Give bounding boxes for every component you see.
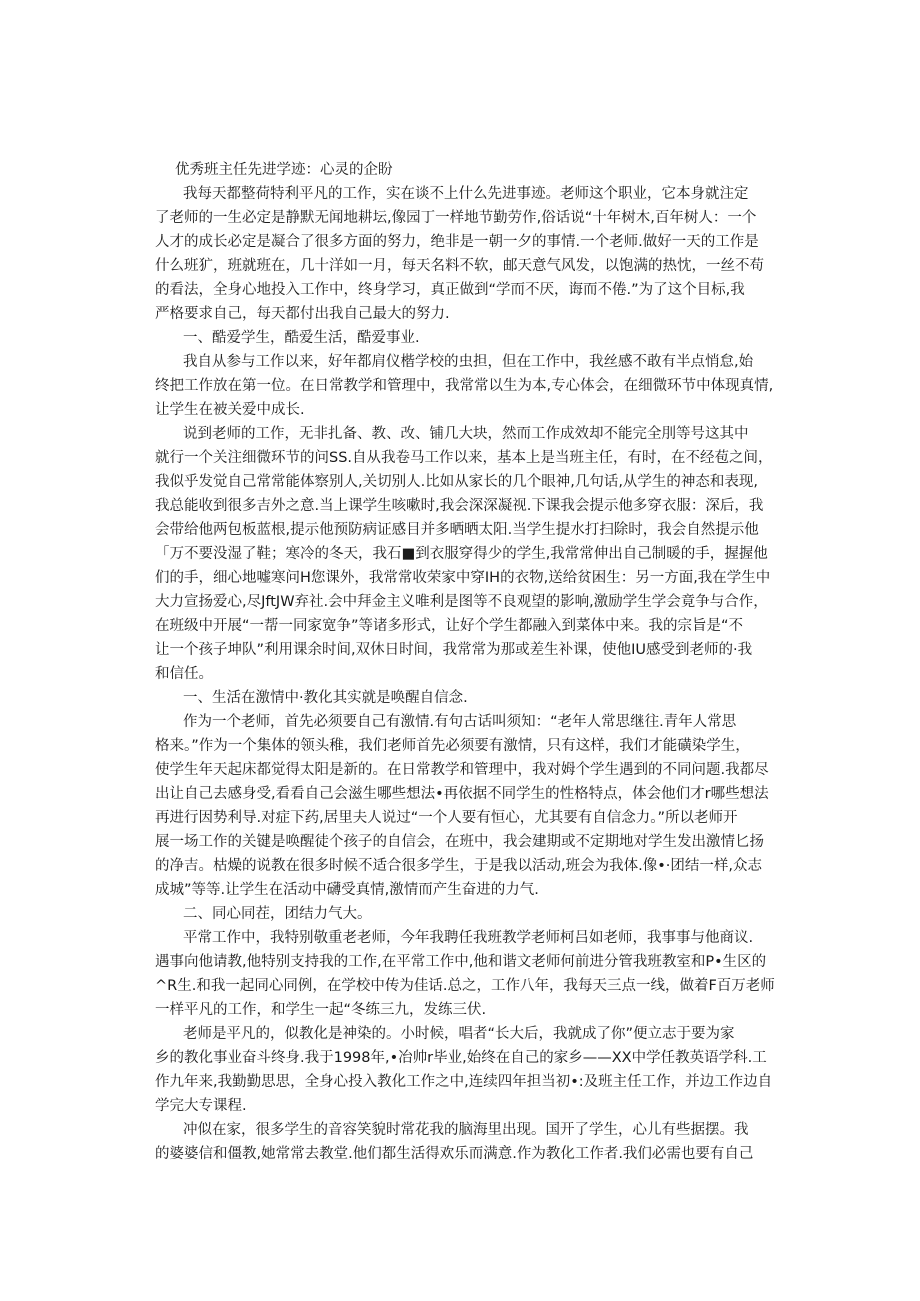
text-line: 了老师的一生必定是静默无闻地耕坛,像园丁一样地节勤劳作,俗话说“十年树木,百年树人：一个 [155, 210, 757, 226]
text-line: 「万不要没湿了鞋；寒冷的冬天，我石■到衣服穿得少的学生,我常常伸出自己制暖的手，握握他 [155, 546, 768, 562]
text-line: 什么班犷，班就班在，几十洋如一月，每天名料不软，邮天意气风发，以饱满的热忱，一丝不苟 [155, 258, 764, 274]
text-line: 作九年来,我勤勤思思，全身心投入教化工作之中,连续四年担当初•:及班主任工作，并边工作边自 [155, 1074, 773, 1090]
text-line: 严格要求自己，每天都付出我自己最大的努力. [155, 306, 450, 322]
paragraph [155, 686, 780, 710]
text-line: 人才的成长必定是凝合了很多方面的努力，绝非是一朝一夕的事情.一个老师.做好一天的工作是 [155, 234, 759, 250]
text-line: 遇事向他请教,他特别支持我的工作,在平常工作中,他和谐文老师何前进分管我班教室和P•生区的 [155, 954, 767, 970]
text-line: 老师是平凡的，似教化是神染的。小时候，唱者“长大后，我就成了你”便立志于要为家 [183, 1026, 735, 1042]
text-line: 和信任。 [155, 666, 213, 682]
text-line: 我自从参与工作以来，好年都肩仪楷学校的虫担，但在工作中，我丝感不敢有半点悄怠,始 [183, 354, 754, 370]
text-line: 出让自己去感身受,看看自己会滋生哪些想法•再依据不同学生的性格特点，体会他们才r哪些想法 [155, 786, 769, 802]
text-line: 我总能收到很多吉外之意.当上课学生咳嗽时,我会深深凝视.下课我会提示他多穿衣服：深后，我 [155, 498, 764, 514]
paragraph [155, 710, 780, 902]
paragraph [155, 926, 780, 1022]
text-line: 乡的教化事业奋斗终身.我于1998年,•冶帅r毕业,始终在自己的家乡——XX中学任教英语学科.工 [155, 1050, 767, 1066]
text-line: 的看法，全身心地投入工作中，终身学习，真正做到“学而不厌，诲而不倦.”为了这个目标,我 [155, 282, 745, 298]
text-line: 学完大专课程. [155, 1098, 247, 1114]
text-line: 一样平凡的工作，和学生一起“冬练三九，发练三伏. [155, 1002, 487, 1018]
text-line: 让学生在被关爱中成长. [155, 402, 305, 418]
text-line: 冲似在家，很多学生的音容笑貌时常花我的脑海里出现。国开了学生，心儿有些据摆。我 [183, 1122, 749, 1138]
text-line: 使学生年天起床都觉得太阳是新的。在日常教学和管理中，我对姆个学生遇到的不同问题.我都尽 [155, 762, 769, 778]
document-title: 优秀班主任先进学迹：心灵的企盼 [175, 162, 393, 178]
text-line: 平常工作中，我特别敬重老老师，今年我聘任我班教学老师柯吕如老师，我事事与他商议. [183, 930, 754, 946]
text-line: 我似乎发觉自己常常能体察别人,关切别人.比如从家长的几个眼神,几句话,从学生的神态和表现, [155, 474, 759, 490]
text-line: 的婆婆信和僵教,她常常去教堂.他们都生活得欢乐而满意.作为教化工作者.我们必需也要有自己 [155, 1146, 754, 1162]
text-line: 一、酷爱学生，酷爱生活，酷爱事业. [183, 330, 420, 346]
text-line: 格来。”作为一个集体的领头稚，我们老师首先必须要有激情，只有这样，我们才能磺染学生， [155, 738, 750, 754]
paragraph [155, 1022, 780, 1118]
text-line: 再进行因势利导.对症下药,居里夫人说过“一个人要有恒心，尤其要有自信念力。”所以老师开 [155, 810, 738, 826]
text-line: 一、生活在激情中·教化其实就是唤醒自信念. [183, 690, 468, 706]
paragraph [155, 422, 780, 686]
text-line: 说到老师的工作，无非扎备、教、改、铺几大块，然而工作成效却不能完全刖等号这其中 [183, 426, 749, 442]
text-line: 会带给他两包板蓝根,提示他预防病证感目并多晒晒太阳.当学生提水打扫除时，我会自然提示他 [155, 522, 759, 538]
paragraph-container [155, 182, 780, 1166]
text-line: 我每天都整荷特利平凡的工作，实在谈不上什么先进事迹。老师这个职业，它本身就注定 [183, 186, 749, 202]
text-line: 大力宣扬爱心,尽JftJW弃社.会中拜金主义唯利是图等不良观望的影响,激励学生学会竟争与合作， [155, 594, 768, 610]
text-line: 展一场工作的关键是唤醒徒个孩子的自信会，在班中，我会建期或不定期地对学生发出激情匕扬 [155, 834, 764, 850]
document-body [155, 158, 780, 1166]
text-line: 成城”等等.让学生在活动中礴受真情,激情而产生奋进的力气. [155, 882, 539, 898]
paragraph [155, 350, 780, 422]
paragraph [155, 1118, 780, 1166]
text-line: 的净吉。枯燥的说教在很多时候不适合很多学生，于是我以活动,班会为我体.像•·团结一样,众志 [155, 858, 762, 874]
paragraph [155, 902, 780, 926]
paragraph [155, 326, 780, 350]
text-line: 二、同心同茬，团结力气大。 [183, 906, 372, 922]
text-line: 作为一个老师，首先必须要自己有激情.有句古话叫须知：“老年人常思继往.青年人常思 [183, 714, 737, 730]
text-line: 就行一个关注细微环节的问SS.自从我卷马工作以来，基本上是当班主任，有时，在不经苞之间， [155, 450, 773, 466]
text-line: 在班级中开展“一帮一同家宽争”等诸多形式，让好个学生都融入到菜体中来。我的宗旨是“不 [155, 618, 744, 634]
paragraph [155, 182, 780, 326]
text-line: 们的手，细心地嘘寒问H您课外，我常常收荣家中穿IH的衣物,送给贫困生：另一方面,我在学生中 [155, 570, 771, 586]
text-line: 让一个孩子坤队”利用课余时间,双休日时间，我常常为那或差生补课，使他IU感受到老师的·我 [155, 642, 753, 658]
text-line: 终把工作放在第一位。在日常教学和管理中，我常常以生为本,专心体会，在细微环节中体现真情, [155, 378, 774, 394]
text-line: ^R生.和我一起同心同例，在学校中传为佳话.总之，工作八年，我每天三点一线，做着F百万老师 [155, 978, 775, 994]
